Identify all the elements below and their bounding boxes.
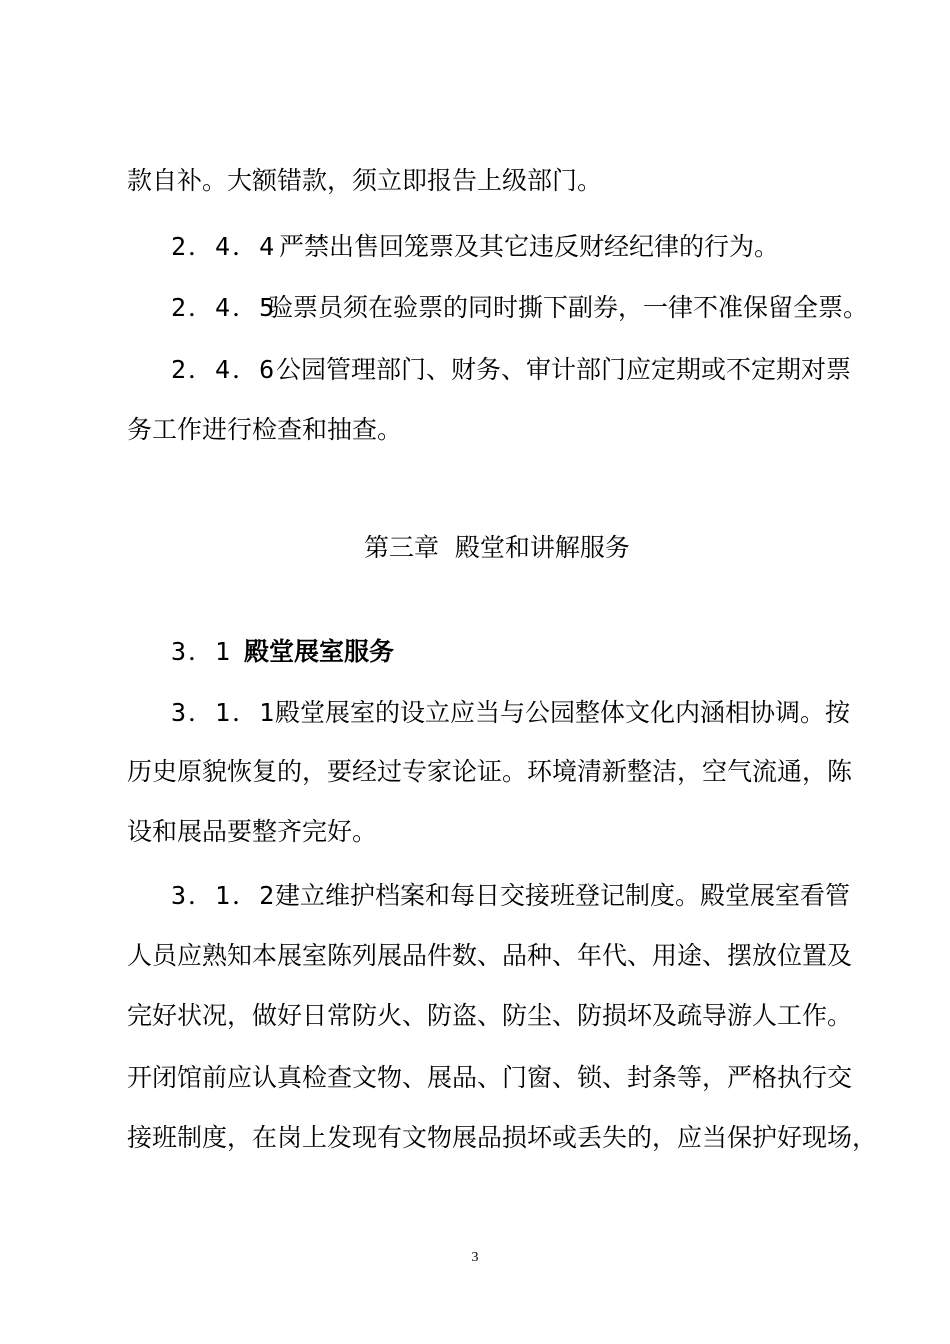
- clause-text: 建立维护档案和每日交接班登记制度。殿堂展室看管: [275, 881, 851, 910]
- clause-number: 2．4．5: [171, 293, 277, 322]
- paragraph-continuation: 务工作进行检查和抽查。: [127, 415, 403, 444]
- clause-text: 验票员须在验票的同时撕下副券，一律不准保留全票。: [268, 293, 869, 322]
- clause-number: 2．4．6: [171, 355, 277, 384]
- text-line: [0, 163, 950, 235]
- page-number: 3: [471, 1250, 479, 1265]
- paragraph-continuation: 完好状况，做好日常防火、防盗、防尘、防损坏及疏导游人工作。: [127, 1001, 853, 1030]
- section-title: 殿堂展室服务: [244, 637, 395, 666]
- clause-number: 3．1．1: [171, 698, 277, 727]
- clause-text: 公园管理部门、财务、审计部门应定期或不定期对票: [276, 355, 852, 384]
- paragraph-continuation: 历史原貌恢复的，要经过专家论证。环境清新整洁，空气流通，陈: [127, 757, 853, 786]
- chapter-heading: [0, 530, 950, 602]
- paragraph-continuation: 设和展品要整齐完好。: [127, 817, 378, 846]
- paragraph-continuation: 开闭馆前应认真检查文物、展品、门窗、锁、封条等，严格执行交: [127, 1063, 853, 1092]
- paragraph-continuation: 人员应熟知本展室陈列展品件数、品种、年代、用途、摆放位置及: [127, 941, 853, 970]
- chapter-title: 第三章 殿堂和讲解服务: [364, 533, 630, 562]
- clause-number: 3．1．2: [171, 881, 277, 910]
- paragraph-continuation: 接班制度，在岗上发现有文物展品损坏或丢失的，应当保护好现场，: [127, 1123, 878, 1152]
- text-line: [0, 412, 950, 484]
- text-line: [0, 1120, 950, 1192]
- text-line: [0, 814, 950, 886]
- paragraph-continuation: 款自补。大额错款，须立即报告上级部门。: [127, 166, 603, 195]
- section-number: 3．1: [171, 637, 233, 666]
- clause-number: 2．4．4: [171, 232, 277, 261]
- clause-text: 严禁出售回笼票及其它违反财经纪律的行为。: [279, 232, 780, 261]
- clause-text: 殿堂展室的设立应当与公园整体文化内涵相协调。按: [275, 698, 851, 727]
